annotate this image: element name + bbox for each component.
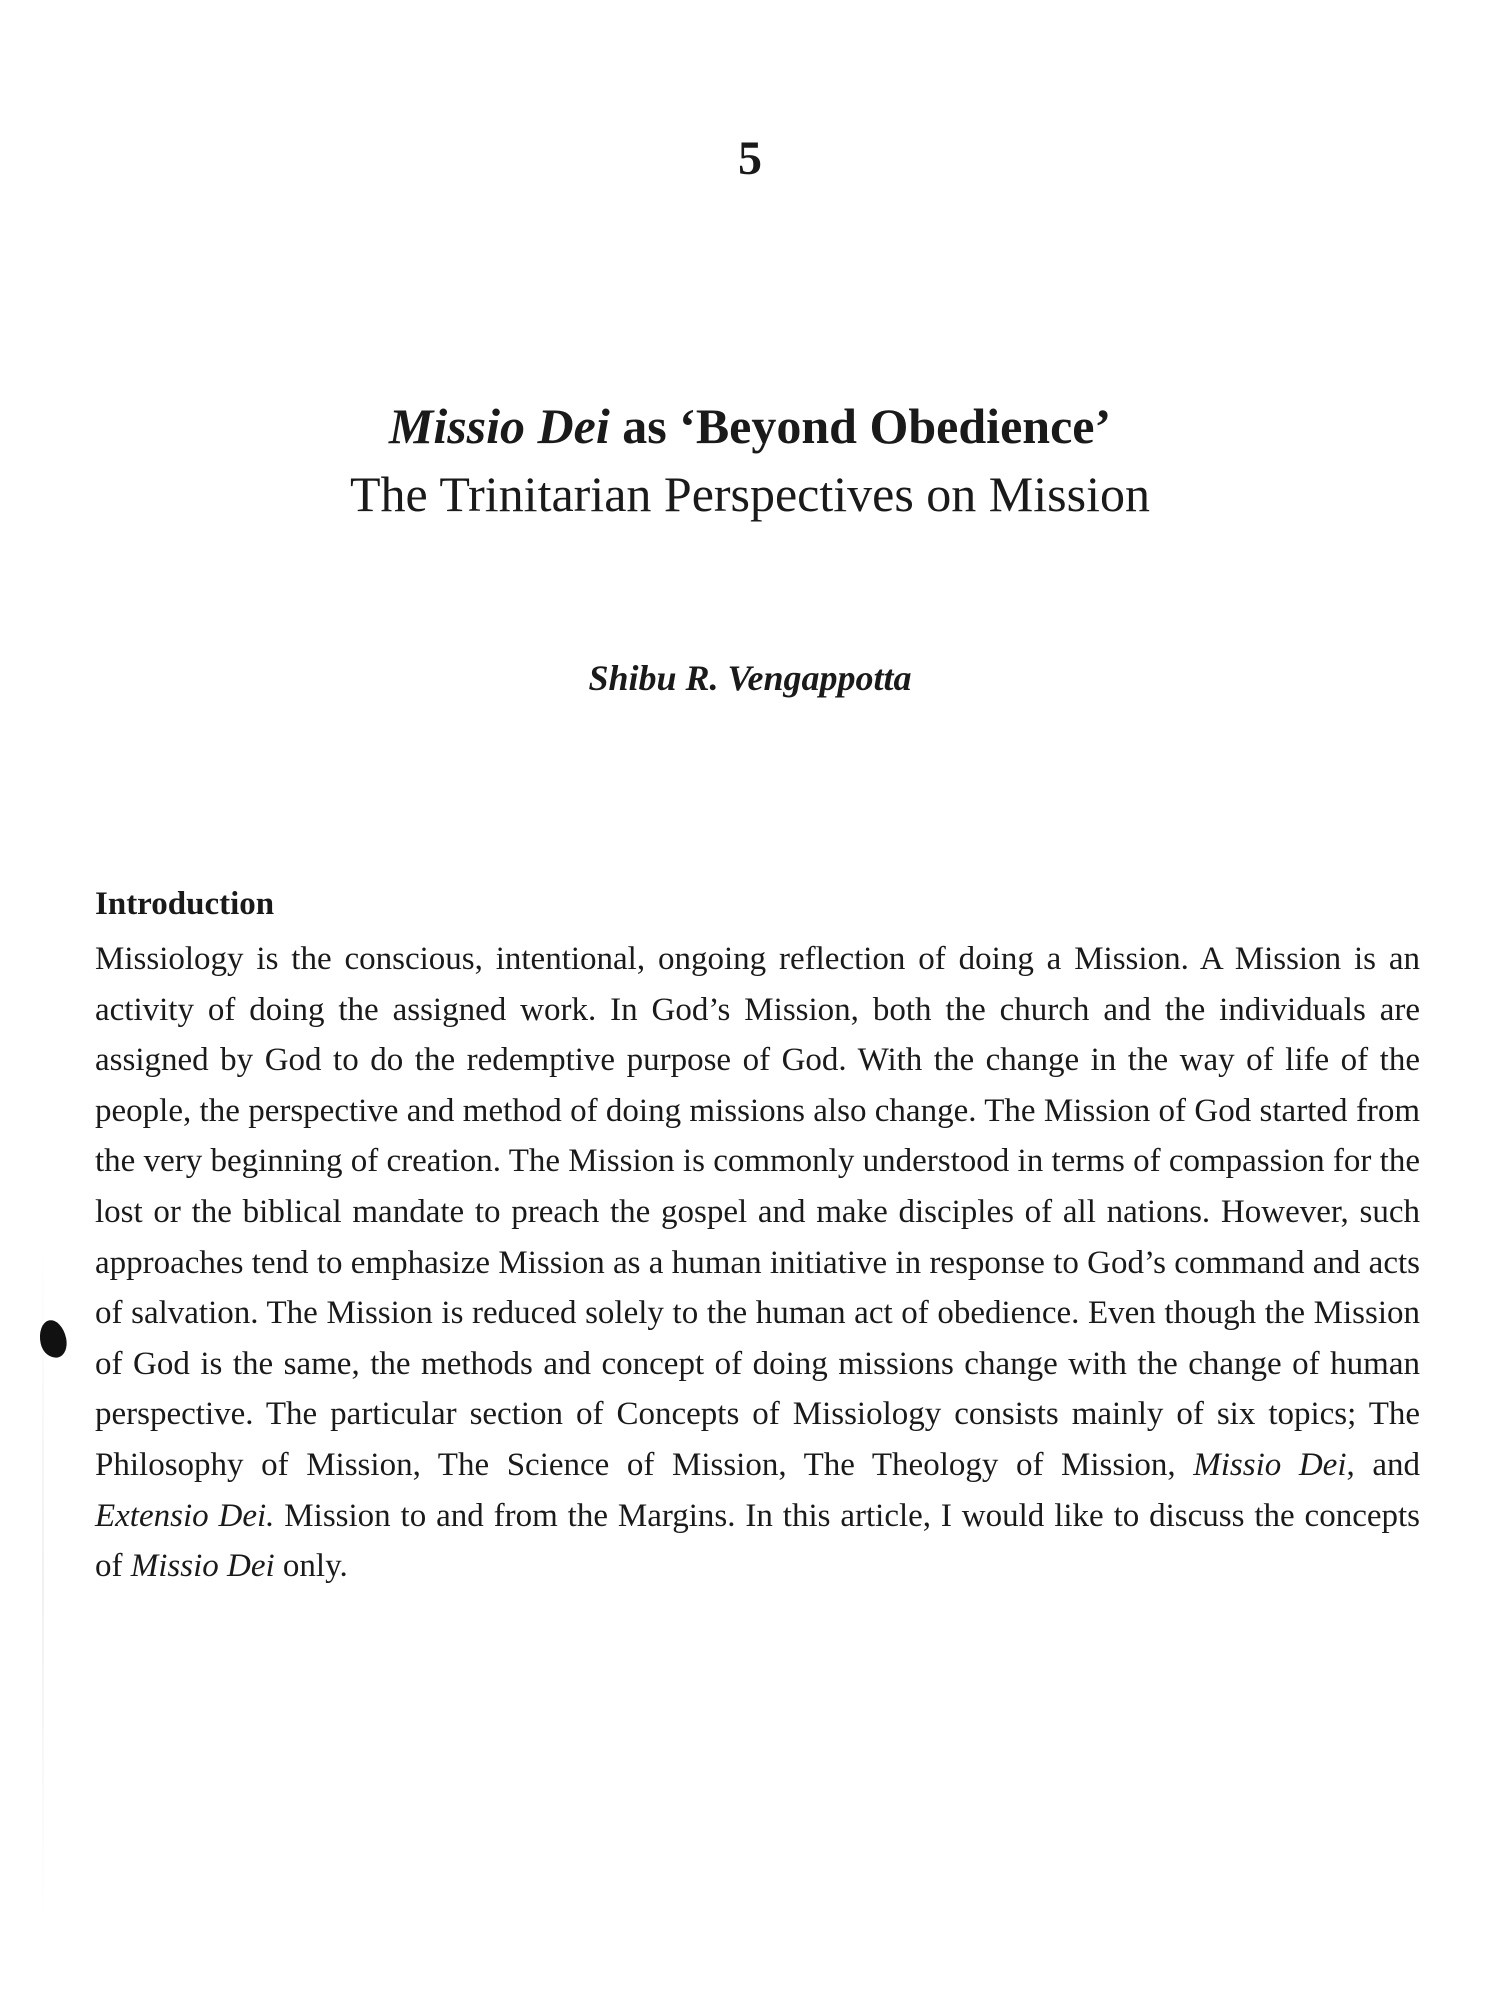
chapter-title	[0, 392, 1500, 528]
paragraph-text-2: , and	[1346, 1446, 1420, 1483]
title-italic-term: Missio Dei	[388, 398, 610, 454]
body-paragraph	[95, 934, 1420, 1592]
introduction-section	[95, 882, 1420, 1592]
paragraph-text-4: only.	[274, 1548, 348, 1585]
scan-edge-shadow	[42, 1240, 44, 1930]
paragraph-text-3: Mission to and from the Margins. In this article, I would like to discuss the concepts of	[95, 1497, 1421, 1585]
italic-missio-dei-1: Missio Dei	[1193, 1446, 1347, 1483]
title-line-2: The Trinitarian Perspectives on Mission	[350, 466, 1150, 522]
chapter-number: 5	[738, 132, 762, 185]
paragraph-text-1: Missiology is the conscious, intentional, ongoing reflection of doing a Mission. A Mission is an activity of doing the assigned work. In God’s Mission, both the church and the individuals are assigned by God to do the redemptive purpose of God. With the change in the way of life of the people, the perspective and method of doing missions also change. The Mission of God started from the very beginning of creation. The Mission is commonly understood in terms of compassion for the lost or the biblical mandate to preach the gospel and make disciples of all nations. However, such approaches tend to emphasize Mission as a human initiative in response to God’s command and acts of salvation. The Mission is reduced solely to the human act of obedience. Even though the Mission of God is the same, the methods and concept of doing missions change with the change of human perspective. The particular section of Concepts of Missiology consists mainly of six topics; The Philosophy of Mission, The Science of Mission, The Theology of Mission,	[95, 941, 1420, 1483]
title-line-1-rest: as ‘Beyond Obedience’	[609, 398, 1112, 454]
title-line-1	[0, 392, 1500, 460]
section-heading: Introduction	[95, 886, 275, 922]
author-name: Shibu R. Vengappotta	[588, 658, 912, 698]
italic-missio-dei-2: Missio Dei	[130, 1548, 275, 1585]
italic-extensio-dei: Extensio Dei.	[95, 1497, 275, 1534]
